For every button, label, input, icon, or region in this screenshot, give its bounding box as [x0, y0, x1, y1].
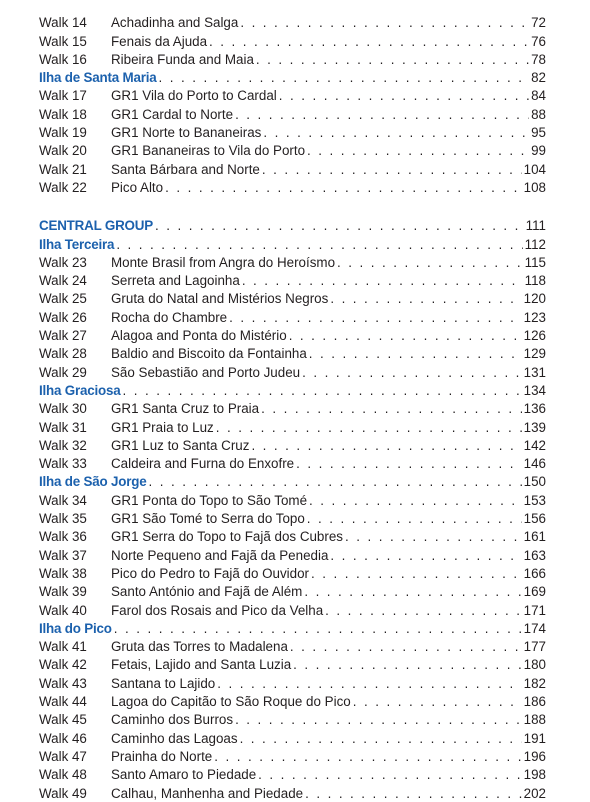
- toc-walk-row[interactable]: [39, 290, 546, 309]
- toc-walk-row[interactable]: [39, 491, 546, 510]
- walk-number: Walk 42: [39, 657, 87, 673]
- dot-leader: [209, 34, 529, 49]
- section-title: Ilha Terceira: [39, 236, 115, 252]
- toc-walk-row[interactable]: [39, 105, 546, 124]
- dot-leader: [214, 749, 521, 764]
- walk-number: Walk 33: [39, 456, 87, 472]
- page-number: 142: [523, 437, 546, 453]
- walk-title: Caminho dos Burros: [111, 712, 234, 728]
- page-number: 99: [531, 143, 546, 159]
- page-number: 153: [523, 492, 546, 508]
- section-title: Ilha do Pico: [39, 620, 112, 636]
- dot-leader: [330, 548, 521, 563]
- walk-number: Walk 47: [39, 748, 87, 764]
- walk-number: Walk 46: [39, 730, 87, 746]
- dot-leader: [114, 621, 522, 636]
- dot-leader: [235, 712, 522, 727]
- page-number: 126: [523, 328, 546, 344]
- walk-number: Walk 43: [39, 675, 87, 691]
- page-number: 136: [523, 401, 546, 417]
- walk-number: Walk 32: [39, 437, 87, 453]
- walk-title: Pico do Pedro to Fajã do Ouvidor: [111, 565, 309, 581]
- dot-leader: [155, 218, 524, 233]
- page-number: 72: [531, 15, 546, 31]
- dot-leader: [305, 786, 522, 801]
- toc-walk-row[interactable]: [39, 160, 546, 179]
- walk-number: Walk 39: [39, 584, 87, 600]
- walk-number: Walk 26: [39, 309, 87, 325]
- dot-leader: [165, 180, 522, 195]
- toc-walk-row[interactable]: [39, 766, 546, 785]
- toc-walk-row[interactable]: [39, 509, 546, 528]
- toc-walk-row[interactable]: [39, 400, 546, 419]
- walk-number: Walk 17: [39, 88, 87, 104]
- dot-leader: [261, 401, 522, 416]
- walk-number: Walk 40: [39, 602, 87, 618]
- walk-title: Gruta das Torres to Madalena: [111, 639, 288, 655]
- page-number: 95: [531, 125, 546, 141]
- walk-title: GR1 Vila do Porto to Cardal: [111, 88, 277, 104]
- dot-leader: [240, 15, 529, 30]
- walk-number: Walk 24: [39, 273, 87, 289]
- toc-walk-row[interactable]: [39, 123, 546, 142]
- page-number: 171: [523, 602, 546, 618]
- dot-leader: [229, 310, 522, 325]
- page-number: 111: [525, 218, 546, 234]
- dot-leader: [337, 255, 523, 270]
- dot-leader: [290, 639, 522, 654]
- toc-walk-row[interactable]: [39, 308, 546, 327]
- walk-title: Farol dos Rosais and Pico da Velha: [111, 602, 324, 618]
- section-title: Ilha de São Jorge: [39, 474, 147, 490]
- walk-title: Pico Alto: [111, 179, 164, 195]
- walk-title: Santo Amaro to Piedade: [111, 767, 257, 783]
- dot-leader: [302, 365, 522, 380]
- page-number: 118: [524, 273, 546, 289]
- walk-number: Walk 14: [39, 15, 87, 31]
- toc-walk-row[interactable]: [39, 345, 546, 364]
- dot-leader: [258, 767, 521, 782]
- walk-title: Caldeira and Furna do Enxofre: [111, 456, 295, 472]
- page-number: 108: [523, 179, 546, 195]
- toc-walk-row[interactable]: [39, 656, 546, 675]
- walk-title: GR1 Bananeiras to Vila do Porto: [111, 143, 306, 159]
- toc-walk-row[interactable]: [39, 564, 546, 583]
- walk-title: Santana to Lajido: [111, 675, 216, 691]
- toc-section-row[interactable]: [39, 619, 546, 638]
- page-number: 146: [523, 456, 546, 472]
- walk-title: Ribeira Funda and Maia: [111, 51, 254, 67]
- page-number: 112: [524, 236, 546, 252]
- walk-title: GR1 Praia to Luz: [111, 419, 214, 435]
- page-number: 198: [523, 767, 546, 783]
- walk-number: Walk 15: [39, 33, 87, 49]
- page-number: 120: [523, 291, 546, 307]
- walk-title: Fenais da Ajuda: [111, 33, 208, 49]
- walk-title: Monte Brasil from Angra do Heroísmo: [111, 254, 336, 270]
- dot-leader: [345, 529, 522, 544]
- dot-leader: [263, 125, 529, 140]
- dot-leader: [304, 584, 521, 599]
- walk-number: Walk 49: [39, 785, 87, 801]
- page-number: 188: [523, 712, 546, 728]
- page-number: 191: [523, 730, 546, 746]
- walk-number: Walk 34: [39, 492, 87, 508]
- dot-leader: [309, 493, 522, 508]
- toc-walk-row[interactable]: [39, 253, 546, 272]
- walk-title: GR1 Luz to Santa Cruz: [111, 437, 250, 453]
- page-number: 163: [523, 547, 546, 563]
- toc-walk-row[interactable]: [39, 271, 546, 290]
- dot-leader: [256, 52, 529, 67]
- toc-walk-row[interactable]: [39, 747, 546, 766]
- toc-section-row[interactable]: [39, 381, 546, 400]
- page-number: 88: [531, 106, 546, 122]
- dot-leader: [159, 70, 530, 85]
- dot-leader: [279, 88, 529, 103]
- toc-walk-row[interactable]: [39, 784, 546, 802]
- dot-leader: [330, 291, 521, 306]
- walk-title: Gruta do Natal and Mistérios Negros: [111, 291, 329, 307]
- walk-number: Walk 21: [39, 161, 87, 177]
- page-number: 169: [523, 584, 546, 600]
- walk-number: Walk 29: [39, 364, 87, 380]
- page-number: 129: [523, 346, 546, 362]
- dot-leader: [311, 566, 522, 581]
- walk-title: Fetais, Lajido and Santa Luzia: [111, 657, 292, 673]
- walk-number: Walk 25: [39, 291, 87, 307]
- page-number: 123: [523, 309, 546, 325]
- walk-number: Walk 27: [39, 328, 87, 344]
- dot-leader: [289, 328, 522, 343]
- walk-number: Walk 20: [39, 143, 87, 159]
- dot-leader: [240, 731, 522, 746]
- walk-number: Walk 16: [39, 51, 87, 67]
- toc-walk-row[interactable]: [39, 528, 546, 547]
- walk-number: Walk 44: [39, 694, 87, 710]
- page-number: 131: [523, 364, 546, 380]
- toc-walk-row[interactable]: [39, 32, 546, 51]
- walk-number: Walk 35: [39, 511, 87, 527]
- walk-number: Walk 23: [39, 254, 87, 270]
- page-number: 202: [523, 785, 546, 801]
- walk-number: Walk 18: [39, 106, 87, 122]
- walk-title: GR1 Norte to Bananeiras: [111, 125, 262, 141]
- page-number: 139: [523, 419, 546, 435]
- toc-section-row[interactable]: [39, 68, 546, 87]
- walk-title: Lagoa do Capitão to São Roque do Pico: [111, 694, 351, 710]
- dot-leader: [309, 346, 522, 361]
- page-number: 186: [523, 694, 546, 710]
- toc-walk-row[interactable]: [39, 418, 546, 437]
- walk-title: GR1 São Tomé to Serra do Topo: [111, 511, 305, 527]
- toc-walk-row[interactable]: [39, 454, 546, 473]
- walk-title: Norte Pequeno and Fajã da Penedia: [111, 547, 329, 563]
- dot-leader: [307, 511, 522, 526]
- section-title: Ilha de Santa Maria: [39, 70, 157, 86]
- walk-title: Santo António and Fajã de Além: [111, 584, 303, 600]
- page-number: 78: [531, 51, 546, 67]
- walk-number: Walk 36: [39, 529, 87, 545]
- page-number: 174: [523, 620, 546, 636]
- page-number: 115: [524, 254, 546, 270]
- toc-walk-row[interactable]: [39, 436, 546, 455]
- page-number: 177: [523, 639, 546, 655]
- toc-walk-row[interactable]: [39, 637, 546, 656]
- page-number: 166: [523, 565, 546, 581]
- walk-number: Walk 30: [39, 401, 87, 417]
- walk-title: Rocha do Chambre: [111, 309, 228, 325]
- dot-leader: [217, 676, 521, 691]
- page-number: 82: [531, 70, 546, 86]
- walk-number: Walk 48: [39, 767, 87, 783]
- page-number: 196: [523, 748, 546, 764]
- page-number: 180: [523, 657, 546, 673]
- toc-section-row[interactable]: [39, 473, 546, 492]
- page-number: 156: [523, 511, 546, 527]
- toc-section-row[interactable]: [39, 235, 546, 254]
- walk-title: GR1 Santa Cruz to Praia: [111, 401, 260, 417]
- page-number: 150: [523, 474, 546, 490]
- walk-title: Achadinha and Salga: [111, 15, 239, 31]
- walk-number: Walk 41: [39, 639, 87, 655]
- toc-walk-row[interactable]: [39, 729, 546, 748]
- walk-number: Walk 37: [39, 547, 87, 563]
- page-number: 104: [523, 161, 546, 177]
- toc-walk-row[interactable]: [39, 674, 546, 693]
- dot-leader: [242, 273, 523, 288]
- toc-walk-row[interactable]: [39, 14, 546, 33]
- toc-walk-row[interactable]: [39, 546, 546, 565]
- toc-walk-row[interactable]: [39, 178, 546, 197]
- dot-leader: [307, 143, 529, 158]
- dot-leader: [353, 694, 522, 709]
- walk-title: GR1 Cardal to Norte: [111, 106, 234, 122]
- toc-walk-row[interactable]: [39, 711, 546, 730]
- toc-walk-row[interactable]: [39, 142, 546, 161]
- toc-walk-row[interactable]: [39, 692, 546, 711]
- dot-leader: [293, 657, 522, 672]
- dot-leader: [148, 474, 521, 489]
- toc-walk-row[interactable]: [39, 583, 546, 602]
- walk-title: GR1 Ponta do Topo to São Tomé: [111, 492, 308, 508]
- dot-leader: [123, 383, 522, 398]
- page-number: 182: [523, 675, 546, 691]
- toc-walk-row[interactable]: [39, 50, 546, 69]
- walk-number: Walk 45: [39, 712, 87, 728]
- section-title: Ilha Graciosa: [39, 382, 121, 398]
- walk-number: Walk 28: [39, 346, 87, 362]
- walk-title: Prainha do Norte: [111, 748, 213, 764]
- toc-walk-row[interactable]: [39, 601, 546, 620]
- walk-number: Walk 31: [39, 419, 87, 435]
- dot-leader: [216, 420, 522, 435]
- walk-title: Calhau, Manhenha and Piedade: [111, 785, 304, 801]
- dot-leader: [235, 107, 529, 122]
- walk-title: GR1 Serra do Topo to Fajã dos Cubres: [111, 529, 343, 545]
- page-number: 84: [531, 88, 546, 104]
- toc-section-row[interactable]: [39, 217, 546, 236]
- page-number: 76: [531, 33, 546, 49]
- toc-walk-row[interactable]: [39, 87, 546, 106]
- dot-leader: [251, 438, 521, 453]
- walk-title: Santa Bárbara and Norte: [111, 161, 260, 177]
- walk-title: São Sebastião and Porto Judeu: [111, 364, 301, 380]
- walk-number: Walk 38: [39, 565, 87, 581]
- walk-title: Baldio and Biscoito da Fontainha: [111, 346, 307, 362]
- walk-number: Walk 19: [39, 125, 87, 141]
- walk-title: Serreta and Lagoinha: [111, 273, 240, 289]
- dot-leader: [262, 162, 522, 177]
- walk-number: Walk 22: [39, 179, 87, 195]
- dot-leader: [296, 456, 522, 471]
- toc-walk-row[interactable]: [39, 363, 546, 382]
- page-number: 134: [523, 382, 546, 398]
- walk-title: Caminho das Lagoas: [111, 730, 238, 746]
- toc-walk-row[interactable]: [39, 326, 546, 345]
- page-number: 161: [523, 529, 546, 545]
- section-title: CENTRAL GROUP: [39, 218, 153, 234]
- dot-leader: [116, 237, 522, 252]
- dot-leader: [325, 603, 522, 618]
- walk-title: Alagoa and Ponta do Mistério: [111, 328, 287, 344]
